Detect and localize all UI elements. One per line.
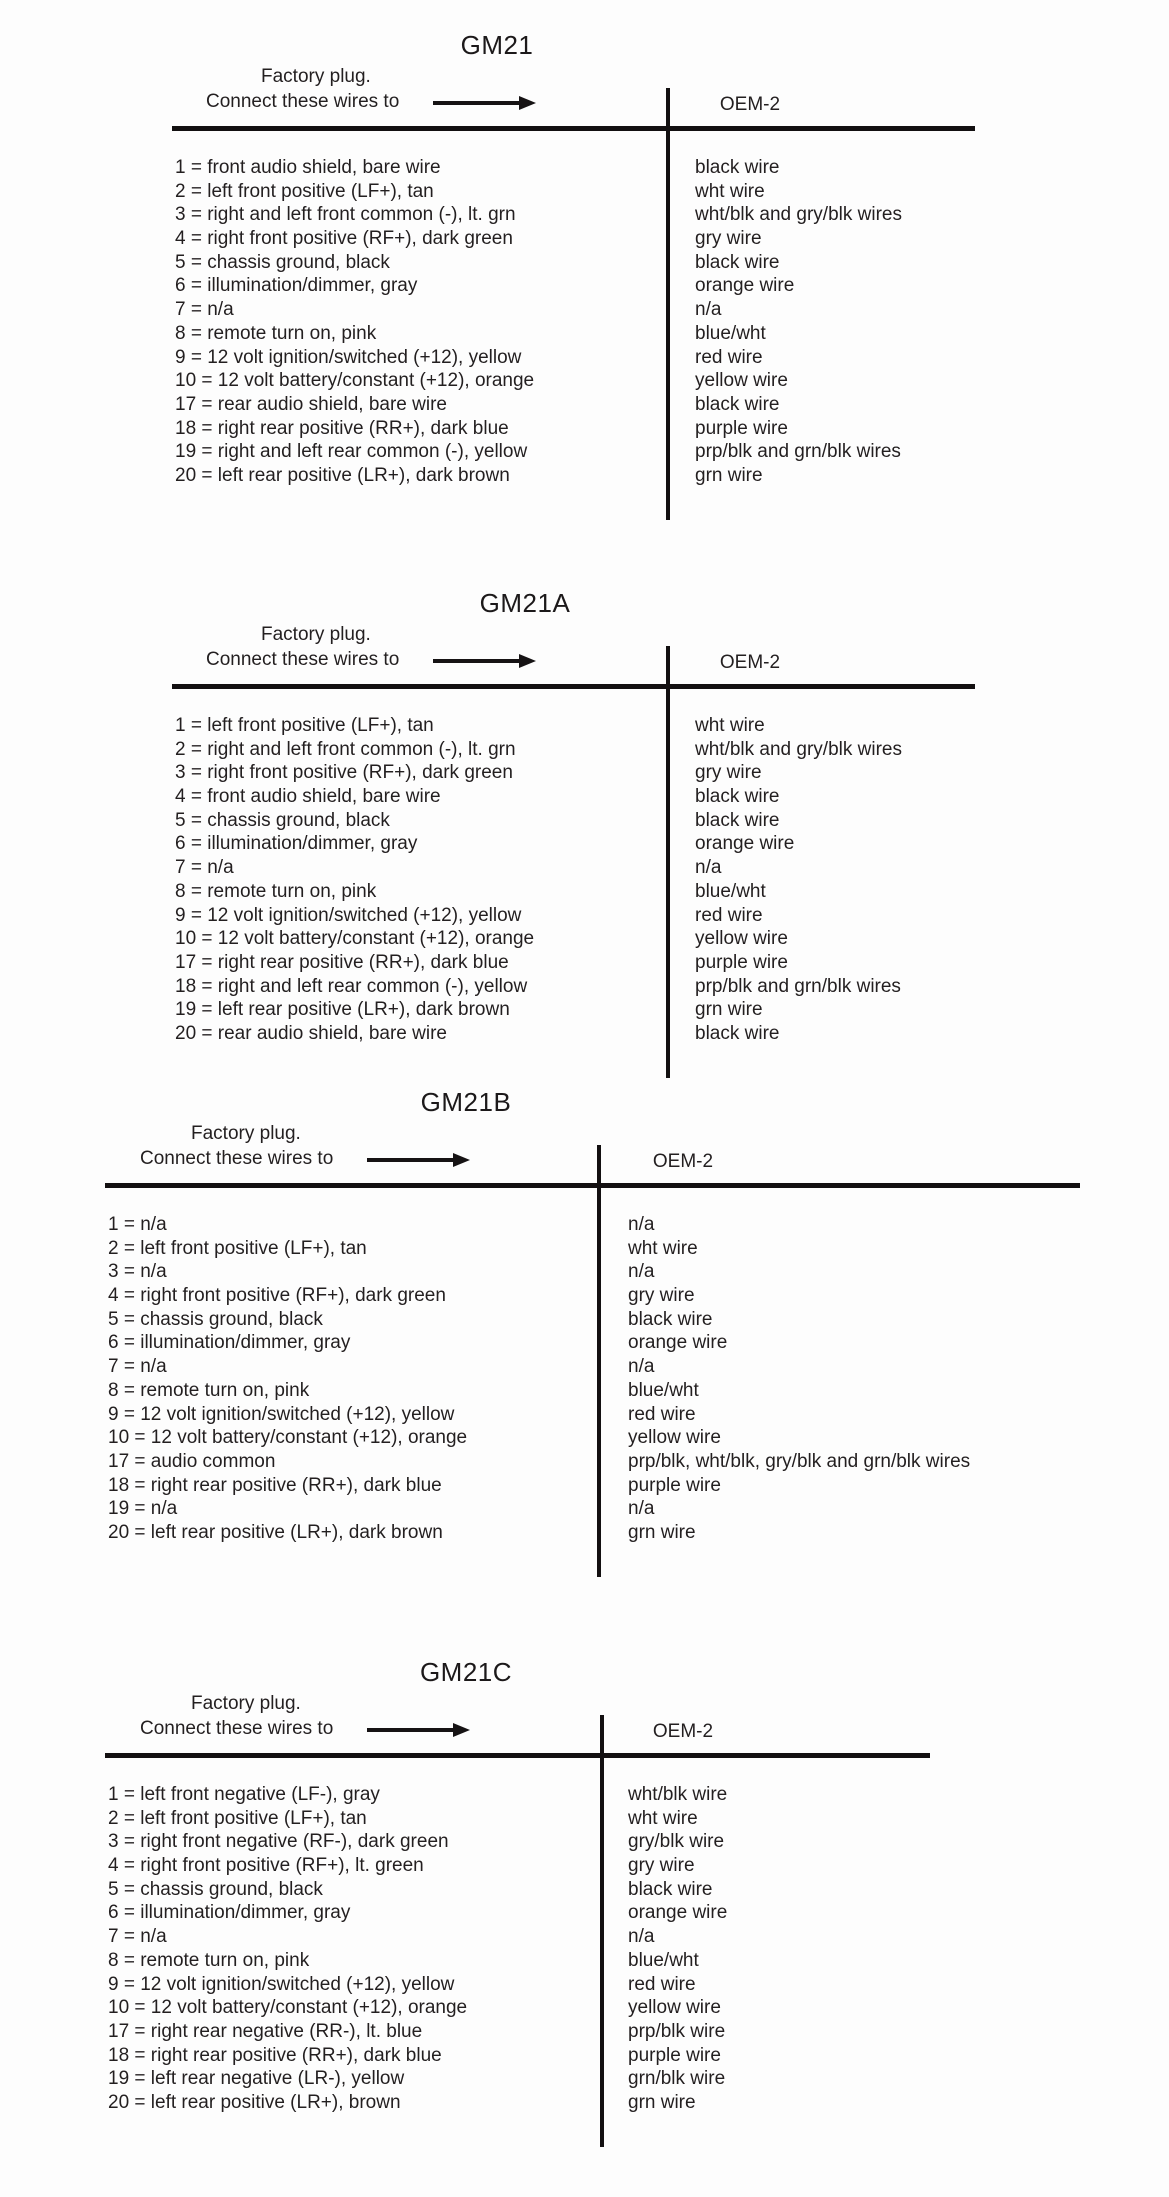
table-row xyxy=(0,369,1169,393)
table-row xyxy=(0,809,1169,833)
table-row xyxy=(0,785,1169,809)
oem-wire-cell: purple wire xyxy=(695,417,788,439)
oem-wire-cell: gry wire xyxy=(628,1855,695,1877)
oem-wire-cell: orange wire xyxy=(695,275,795,297)
table-row xyxy=(0,1379,1169,1403)
oem-wire-cell: black wire xyxy=(628,1878,713,1900)
oem-wire-cell: orange wire xyxy=(695,833,795,855)
factory-wire-cell: 20 = left rear positive (LR+), brown xyxy=(108,2091,401,2113)
wiring-section-gm21 xyxy=(0,30,1169,570)
factory-wire-cell: 19 = n/a xyxy=(108,1498,178,1520)
oem-wire-cell: orange wire xyxy=(628,1332,728,1354)
table-row xyxy=(0,1783,1169,1807)
factory-wire-cell: 8 = remote turn on, pink xyxy=(175,322,377,344)
table-row xyxy=(0,1022,1169,1046)
factory-wire-cell: 9 = 12 volt ignition/switched (+12), yellow xyxy=(175,346,522,368)
factory-wire-cell: 6 = illumination/dimmer, gray xyxy=(108,1332,351,1354)
oem-wire-cell: prp/blk and grn/blk wires xyxy=(695,975,901,997)
factory-wire-cell: 19 = left rear negative (LR-), yellow xyxy=(108,2068,405,2090)
wiring-section-gm21c xyxy=(0,1657,1169,2197)
connect-wires-label-row xyxy=(206,649,519,671)
table-row xyxy=(0,975,1169,999)
oem-wire-cell: red wire xyxy=(628,1403,696,1425)
header-rule xyxy=(172,126,975,131)
wiring-section-gm21b xyxy=(0,1087,1169,1627)
table-row xyxy=(0,1308,1169,1332)
factory-wire-cell: 1 = left front negative (LF-), gray xyxy=(108,1784,380,1805)
table-row xyxy=(0,440,1169,464)
oem-wire-cell: n/a xyxy=(695,299,722,321)
factory-wire-cell: 8 = remote turn on, pink xyxy=(108,1379,310,1401)
table-row xyxy=(0,322,1169,346)
table-row xyxy=(0,393,1169,417)
factory-wire-cell: 5 = chassis ground, black xyxy=(108,1308,323,1330)
table-row xyxy=(0,1284,1169,1308)
header-rule xyxy=(172,684,975,689)
oem-wire-cell: orange wire xyxy=(628,1902,728,1924)
table-row xyxy=(0,1854,1169,1878)
factory-wire-cell: 3 = right front negative (RF-), dark green xyxy=(108,1831,449,1853)
factory-wire-cell: 2 = left front positive (LF+), tan xyxy=(175,180,434,202)
section-title: GM21B xyxy=(420,1087,512,1117)
factory-plug-label: Factory plug. xyxy=(261,624,371,645)
table-row xyxy=(0,1973,1169,1997)
oem-wire-cell: purple wire xyxy=(628,1474,721,1496)
factory-wire-cell: 18 = right rear positive (RR+), dark blue xyxy=(108,2044,442,2066)
oem-wire-cell: black wire xyxy=(695,157,780,178)
oem-wire-cell: gry/blk wire xyxy=(628,1831,725,1853)
oem-wire-cell: prp/blk, wht/blk, gry/blk and grn/blk wires xyxy=(628,1450,971,1472)
oem-wire-cell: blue/wht xyxy=(628,1379,699,1401)
factory-wire-cell: 20 = rear audio shield, bare wire xyxy=(175,1022,447,1044)
right-arrow-icon xyxy=(367,1728,453,1732)
oem-wire-cell: red wire xyxy=(628,1973,696,1995)
oem-wire-cell: wht wire xyxy=(628,1807,698,1829)
factory-wire-cell: 10 = 12 volt battery/constant (+12), orange xyxy=(175,928,535,950)
factory-wire-cell: 8 = remote turn on, pink xyxy=(108,1949,310,1971)
factory-wire-cell: 6 = illumination/dimmer, gray xyxy=(175,275,418,297)
table-row xyxy=(0,1237,1169,1261)
table-row xyxy=(0,203,1169,227)
factory-wire-cell: 5 = chassis ground, black xyxy=(108,1878,323,1900)
table-row xyxy=(0,274,1169,298)
table-row xyxy=(0,738,1169,762)
factory-plug-label: Factory plug. xyxy=(191,1123,301,1144)
connect-wires-label: Connect these wires to xyxy=(140,1148,334,1169)
wire-table-body xyxy=(0,1783,1169,2115)
oem-wire-cell: n/a xyxy=(628,1214,655,1235)
factory-wire-cell: 1 = left front positive (LF+), tan xyxy=(175,715,434,736)
table-row xyxy=(0,180,1169,204)
factory-wire-cell: 5 = chassis ground, black xyxy=(175,251,390,273)
oem-wire-cell: yellow wire xyxy=(695,928,788,950)
factory-plug-label: Factory plug. xyxy=(191,1693,301,1714)
oem2-column-header: OEM-2 xyxy=(652,1721,714,1742)
table-row xyxy=(0,1450,1169,1474)
table-row xyxy=(0,904,1169,928)
oem-wire-cell: yellow wire xyxy=(695,370,788,392)
header-rule xyxy=(105,1753,930,1758)
table-row xyxy=(0,156,1169,180)
connect-wires-label: Connect these wires to xyxy=(140,1718,334,1739)
table-row xyxy=(0,998,1169,1022)
factory-wire-cell: 17 = right rear negative (RR-), lt. blue xyxy=(108,2020,423,2042)
oem-wire-cell: blue/wht xyxy=(628,1949,699,1971)
oem-wire-cell: purple wire xyxy=(695,951,788,973)
oem-wire-cell: yellow wire xyxy=(628,1427,721,1449)
factory-wire-cell: 9 = 12 volt ignition/switched (+12), yellow xyxy=(175,904,522,926)
oem-wire-cell: n/a xyxy=(628,1498,655,1520)
factory-wire-cell: 2 = left front positive (LF+), tan xyxy=(108,1807,367,1829)
oem-wire-cell: black wire xyxy=(695,809,780,831)
oem2-column-header: OEM-2 xyxy=(719,652,781,673)
oem-wire-cell: n/a xyxy=(628,1926,655,1948)
table-row xyxy=(0,1474,1169,1498)
factory-wire-cell: 19 = right and left rear common (-), yellow xyxy=(175,441,528,463)
factory-wire-cell: 6 = illumination/dimmer, gray xyxy=(108,1902,351,1924)
table-row xyxy=(0,951,1169,975)
oem-wire-cell: purple wire xyxy=(628,2044,721,2066)
factory-wire-cell: 4 = right front positive (RF+), lt. green xyxy=(108,1855,424,1877)
table-row xyxy=(0,1996,1169,2020)
factory-wire-cell: 17 = audio common xyxy=(108,1450,276,1472)
oem-wire-cell: gry wire xyxy=(695,762,762,784)
table-row xyxy=(0,1949,1169,1973)
oem-wire-cell: gry wire xyxy=(695,228,762,250)
oem-wire-cell: grn wire xyxy=(628,1521,696,1543)
factory-wire-cell: 7 = n/a xyxy=(175,299,234,321)
wire-table-body xyxy=(0,156,1169,488)
section-title: GM21A xyxy=(479,588,571,618)
connect-wires-label-row xyxy=(140,1148,453,1170)
oem-wire-cell: grn wire xyxy=(628,2091,696,2113)
factory-wire-cell: 4 = front audio shield, bare wire xyxy=(175,786,441,808)
oem-wire-cell: wht wire xyxy=(695,715,765,736)
section-title: GM21 xyxy=(460,30,534,60)
oem-wire-cell: n/a xyxy=(695,857,722,879)
factory-wire-cell: 7 = n/a xyxy=(108,1926,167,1948)
wire-table-body xyxy=(0,714,1169,1046)
connect-wires-label-row xyxy=(206,91,519,113)
oem-wire-cell: red wire xyxy=(695,904,763,926)
factory-plug-label: Factory plug. xyxy=(261,66,371,87)
table-row xyxy=(0,2020,1169,2044)
oem-wire-cell: n/a xyxy=(628,1261,655,1283)
factory-wire-cell: 19 = left rear positive (LR+), dark brown xyxy=(175,999,510,1021)
oem-wire-cell: black wire xyxy=(695,393,780,415)
factory-wire-cell: 4 = right front positive (RF+), dark green xyxy=(108,1285,446,1307)
table-row xyxy=(0,464,1169,488)
table-row xyxy=(0,346,1169,370)
table-row xyxy=(0,1426,1169,1450)
oem-wire-cell: gry wire xyxy=(628,1285,695,1307)
table-row xyxy=(0,714,1169,738)
wiring-section-gm21a xyxy=(0,588,1169,1128)
factory-wire-cell: 2 = left front positive (LF+), tan xyxy=(108,1237,367,1259)
oem-wire-cell: black wire xyxy=(695,786,780,808)
oem-wire-cell: grn wire xyxy=(695,464,763,486)
oem-wire-cell: yellow wire xyxy=(628,1997,721,2019)
right-arrow-icon xyxy=(367,1158,453,1162)
factory-wire-cell: 4 = right front positive (RF+), dark green xyxy=(175,228,513,250)
factory-wire-cell: 17 = right rear positive (RR+), dark blue xyxy=(175,951,509,973)
factory-wire-cell: 20 = left rear positive (LR+), dark brown xyxy=(108,1521,443,1543)
factory-wire-cell: 1 = n/a xyxy=(108,1214,167,1235)
oem-wire-cell: prp/blk and grn/blk wires xyxy=(695,441,901,463)
factory-wire-cell: 1 = front audio shield, bare wire xyxy=(175,157,441,178)
table-row xyxy=(0,832,1169,856)
oem-wire-cell: blue/wht xyxy=(695,322,766,344)
oem-wire-cell: wht wire xyxy=(628,1237,698,1259)
table-row xyxy=(0,298,1169,322)
factory-wire-cell: 3 = right and left front common (-), lt. grn xyxy=(175,204,516,226)
oem-wire-cell: prp/blk wire xyxy=(628,2020,726,2042)
oem-wire-cell: grn wire xyxy=(695,999,763,1021)
factory-wire-cell: 10 = 12 volt battery/constant (+12), orange xyxy=(108,1427,468,1449)
table-row xyxy=(0,1260,1169,1284)
oem-wire-cell: black wire xyxy=(695,251,780,273)
oem2-column-header: OEM-2 xyxy=(719,94,781,115)
right-arrow-icon xyxy=(433,659,519,663)
factory-wire-cell: 7 = n/a xyxy=(108,1356,167,1378)
factory-wire-cell: 17 = rear audio shield, bare wire xyxy=(175,393,447,415)
factory-wire-cell: 18 = right rear positive (RR+), dark blue xyxy=(108,1474,442,1496)
table-row xyxy=(0,1213,1169,1237)
factory-wire-cell: 18 = right rear positive (RR+), dark blue xyxy=(175,417,509,439)
table-row xyxy=(0,1925,1169,1949)
oem-wire-cell: wht/blk wire xyxy=(628,1784,728,1805)
oem-wire-cell: n/a xyxy=(628,1356,655,1378)
oem-wire-cell: grn/blk wire xyxy=(628,2068,726,2090)
table-row xyxy=(0,2044,1169,2068)
factory-wire-cell: 3 = n/a xyxy=(108,1261,167,1283)
factory-wire-cell: 6 = illumination/dimmer, gray xyxy=(175,833,418,855)
oem-wire-cell: wht/blk and gry/blk wires xyxy=(695,738,902,760)
table-row xyxy=(0,1807,1169,1831)
table-row xyxy=(0,1403,1169,1427)
table-row xyxy=(0,1497,1169,1521)
factory-wire-cell: 7 = n/a xyxy=(175,857,234,879)
table-row xyxy=(0,1521,1169,1545)
factory-wire-cell: 20 = left rear positive (LR+), dark brown xyxy=(175,464,510,486)
factory-wire-cell: 9 = 12 volt ignition/switched (+12), yellow xyxy=(108,1973,455,1995)
table-row xyxy=(0,2067,1169,2091)
factory-wire-cell: 5 = chassis ground, black xyxy=(175,809,390,831)
oem-wire-cell: black wire xyxy=(628,1308,713,1330)
section-title: GM21C xyxy=(419,1657,513,1687)
factory-wire-cell: 18 = right and left rear common (-), yellow xyxy=(175,975,528,997)
wire-table-body xyxy=(0,1213,1169,1545)
table-row xyxy=(0,856,1169,880)
factory-wire-cell: 10 = 12 volt battery/constant (+12), orange xyxy=(108,1997,468,2019)
table-row xyxy=(0,1355,1169,1379)
table-row xyxy=(0,1331,1169,1355)
table-row xyxy=(0,227,1169,251)
oem-wire-cell: red wire xyxy=(695,346,763,368)
table-row xyxy=(0,251,1169,275)
connect-wires-label: Connect these wires to xyxy=(206,649,400,670)
oem-wire-cell: wht/blk and gry/blk wires xyxy=(695,204,902,226)
factory-wire-cell: 9 = 12 volt ignition/switched (+12), yellow xyxy=(108,1403,455,1425)
table-row xyxy=(0,880,1169,904)
table-row xyxy=(0,927,1169,951)
table-row xyxy=(0,1901,1169,1925)
header-rule xyxy=(105,1183,1080,1188)
table-row xyxy=(0,1830,1169,1854)
table-row xyxy=(0,2091,1169,2115)
oem-wire-cell: blue/wht xyxy=(695,880,766,902)
factory-wire-cell: 3 = right front positive (RF+), dark green xyxy=(175,762,513,784)
oem-wire-cell: wht wire xyxy=(695,180,765,202)
factory-wire-cell: 10 = 12 volt battery/constant (+12), orange xyxy=(175,370,535,392)
factory-wire-cell: 8 = remote turn on, pink xyxy=(175,880,377,902)
factory-wire-cell: 2 = right and left front common (-), lt. grn xyxy=(175,738,516,760)
oem2-column-header: OEM-2 xyxy=(652,1151,714,1172)
connect-wires-label-row xyxy=(140,1718,453,1740)
table-row xyxy=(0,761,1169,785)
connect-wires-label: Connect these wires to xyxy=(206,91,400,112)
table-row xyxy=(0,417,1169,441)
table-row xyxy=(0,1878,1169,1902)
oem-wire-cell: black wire xyxy=(695,1022,780,1044)
right-arrow-icon xyxy=(433,101,519,105)
